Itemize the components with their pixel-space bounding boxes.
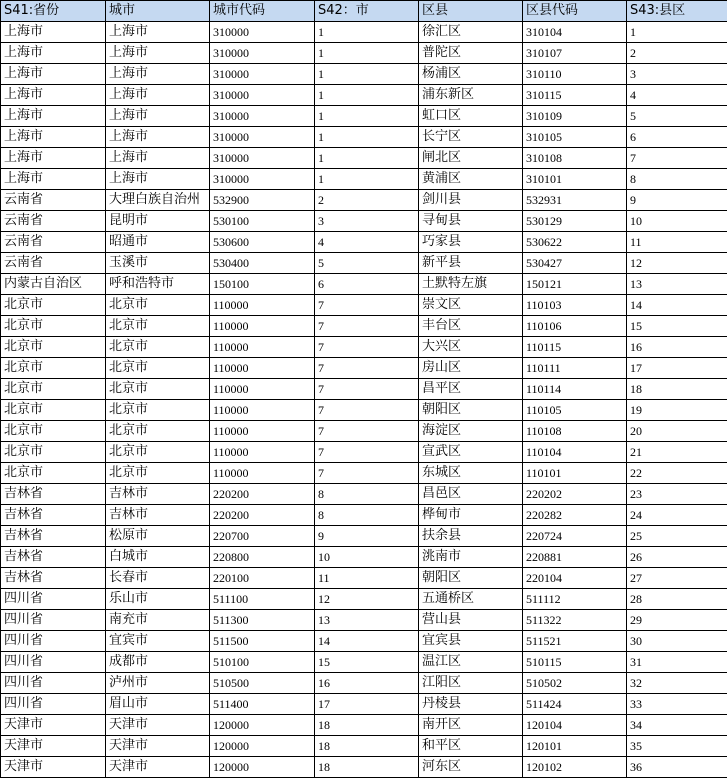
district-code-cell[interactable]: 310107 [523,43,627,64]
district-index-cell[interactable]: 35 [627,736,727,757]
district-cell[interactable]: 长宁区 [419,127,523,148]
province-cell[interactable]: 四川省 [1,589,106,610]
district-cell[interactable]: 洮南市 [419,547,523,568]
table-row [1,358,727,379]
city-code-cell[interactable]: 220200 [210,484,315,505]
city-cell[interactable]: 北京市 [106,295,210,316]
district-cell[interactable]: 浦东新区 [419,85,523,106]
city-index-cell[interactable]: 16 [315,673,419,694]
district-code-cell[interactable]: 120104 [523,715,627,736]
city-index-cell[interactable]: 6 [315,274,419,295]
table-row [1,148,727,169]
district-cell[interactable]: 营山县 [419,610,523,631]
district-cell[interactable]: 朝阳区 [419,568,523,589]
table-row [1,505,727,526]
city-index-cell[interactable]: 7 [315,337,419,358]
table-row [1,295,727,316]
city-code-cell[interactable]: 110000 [210,421,315,442]
district-index-cell[interactable]: 36 [627,757,727,778]
district-code-cell[interactable]: 110104 [523,442,627,463]
district-index-cell[interactable]: 31 [627,652,727,673]
district-cell[interactable]: 和平区 [419,736,523,757]
district-code-cell[interactable]: 120102 [523,757,627,778]
district-cell[interactable]: 剑川县 [419,190,523,211]
city-code-cell[interactable]: 110000 [210,379,315,400]
district-cell[interactable]: 新平县 [419,253,523,274]
city-code-cell[interactable]: 220700 [210,526,315,547]
district-cell[interactable]: 南开区 [419,715,523,736]
district-index-cell[interactable]: 16 [627,337,727,358]
city-code-cell[interactable]: 110000 [210,442,315,463]
city-cell[interactable]: 上海市 [106,127,210,148]
district-code-cell[interactable]: 310110 [523,64,627,85]
district-index-cell[interactable]: 28 [627,589,727,610]
city-cell[interactable]: 北京市 [106,316,210,337]
province-cell[interactable]: 上海市 [1,43,106,64]
district-code-cell[interactable]: 110111 [523,358,627,379]
city-index-cell[interactable]: 7 [315,463,419,484]
table-body [1,22,727,778]
district-index-cell[interactable]: 12 [627,253,727,274]
district-cell[interactable]: 扶余县 [419,526,523,547]
city-index-cell[interactable]: 13 [315,610,419,631]
district-cell[interactable]: 昌平区 [419,379,523,400]
province-cell[interactable]: 上海市 [1,85,106,106]
city-cell[interactable]: 上海市 [106,64,210,85]
district-cell[interactable]: 徐汇区 [419,22,523,43]
city-code-cell[interactable]: 220200 [210,505,315,526]
district-index-cell[interactable]: 20 [627,421,727,442]
city-code-cell[interactable]: 511500 [210,631,315,652]
province-cell[interactable]: 上海市 [1,169,106,190]
table-row [1,85,727,106]
district-index-cell[interactable]: 29 [627,610,727,631]
district-code-cell[interactable]: 110101 [523,463,627,484]
city-index-cell[interactable]: 1 [315,64,419,85]
district-cell[interactable]: 宣武区 [419,442,523,463]
table-row [1,211,727,232]
city-cell[interactable]: 天津市 [106,715,210,736]
district-code-cell[interactable]: 220202 [523,484,627,505]
table-row [1,589,727,610]
district-cell[interactable]: 东城区 [419,463,523,484]
district-code-cell[interactable]: 511521 [523,631,627,652]
city-cell[interactable]: 眉山市 [106,694,210,715]
city-code-cell[interactable]: 310000 [210,169,315,190]
province-cell[interactable]: 吉林省 [1,547,106,568]
district-code-cell[interactable]: 510502 [523,673,627,694]
province-cell[interactable]: 北京市 [1,358,106,379]
city-cell[interactable]: 松原市 [106,526,210,547]
city-index-cell[interactable]: 1 [315,148,419,169]
city-index-cell[interactable]: 2 [315,190,419,211]
table-row [1,757,727,778]
header-cell-city-index[interactable]: S42：市 [315,1,419,22]
district-code-cell[interactable]: 310104 [523,22,627,43]
city-index-cell[interactable]: 7 [315,421,419,442]
district-index-cell[interactable]: 19 [627,400,727,421]
district-index-cell[interactable]: 15 [627,316,727,337]
city-index-cell[interactable]: 7 [315,442,419,463]
city-index-cell[interactable]: 3 [315,211,419,232]
city-index-cell[interactable]: 7 [315,358,419,379]
province-cell[interactable]: 四川省 [1,673,106,694]
province-cell[interactable]: 上海市 [1,106,106,127]
city-index-cell[interactable]: 1 [315,43,419,64]
district-index-cell[interactable]: 33 [627,694,727,715]
city-index-cell[interactable]: 1 [315,106,419,127]
district-index-cell[interactable]: 13 [627,274,727,295]
city-code-cell[interactable]: 110000 [210,295,315,316]
province-cell[interactable]: 上海市 [1,127,106,148]
district-cell[interactable]: 温江区 [419,652,523,673]
city-code-cell[interactable]: 120000 [210,757,315,778]
city-cell[interactable]: 乐山市 [106,589,210,610]
city-index-cell[interactable]: 7 [315,316,419,337]
district-index-cell[interactable]: 22 [627,463,727,484]
district-code-cell[interactable]: 110106 [523,316,627,337]
district-cell[interactable]: 昌邑区 [419,484,523,505]
city-code-cell[interactable]: 310000 [210,22,315,43]
table-row [1,379,727,400]
city-cell[interactable]: 昆明市 [106,211,210,232]
table-row [1,652,727,673]
district-code-cell[interactable]: 110115 [523,337,627,358]
city-code-cell[interactable]: 120000 [210,736,315,757]
district-code-cell[interactable]: 310105 [523,127,627,148]
table-row [1,694,727,715]
header-cell-district-code[interactable]: 区县代码 [523,1,627,22]
header-cell-city[interactable]: 城市 [106,1,210,22]
table-row [1,631,727,652]
city-cell[interactable]: 北京市 [106,442,210,463]
district-cell[interactable]: 黄浦区 [419,169,523,190]
district-code-cell[interactable]: 511322 [523,610,627,631]
province-cell[interactable]: 云南省 [1,190,106,211]
district-cell[interactable]: 普陀区 [419,43,523,64]
district-index-cell[interactable]: 30 [627,631,727,652]
province-cell[interactable]: 吉林省 [1,526,106,547]
province-cell[interactable]: 天津市 [1,757,106,778]
table-row [1,253,727,274]
city-index-cell[interactable]: 1 [315,169,419,190]
province-cell[interactable]: 吉林省 [1,484,106,505]
district-index-cell[interactable]: 6 [627,127,727,148]
province-cell[interactable]: 四川省 [1,694,106,715]
table-row [1,484,727,505]
city-code-cell[interactable]: 510100 [210,652,315,673]
district-code-cell[interactable]: 310115 [523,85,627,106]
province-cell[interactable]: 北京市 [1,400,106,421]
district-code-cell[interactable]: 110114 [523,379,627,400]
district-index-cell[interactable]: 24 [627,505,727,526]
province-cell[interactable]: 北京市 [1,379,106,400]
district-cell[interactable]: 虹口区 [419,106,523,127]
district-cell[interactable]: 杨浦区 [419,64,523,85]
district-index-cell[interactable]: 25 [627,526,727,547]
city-cell[interactable]: 泸州市 [106,673,210,694]
district-cell[interactable]: 宜宾县 [419,631,523,652]
city-index-cell[interactable]: 17 [315,694,419,715]
city-cell[interactable]: 南充市 [106,610,210,631]
city-cell[interactable]: 吉林市 [106,484,210,505]
province-cell[interactable]: 云南省 [1,211,106,232]
district-cell[interactable]: 河东区 [419,757,523,778]
district-cell[interactable]: 五通桥区 [419,589,523,610]
district-cell[interactable]: 桦甸市 [419,505,523,526]
city-index-cell[interactable]: 18 [315,757,419,778]
province-cell[interactable]: 吉林省 [1,568,106,589]
province-cell[interactable]: 云南省 [1,253,106,274]
district-cell[interactable]: 大兴区 [419,337,523,358]
city-index-cell[interactable]: 8 [315,484,419,505]
district-code-cell[interactable]: 220104 [523,568,627,589]
district-code-cell[interactable]: 511112 [523,589,627,610]
city-code-cell[interactable]: 310000 [210,127,315,148]
city-code-cell[interactable]: 511400 [210,694,315,715]
district-code-cell[interactable]: 530427 [523,253,627,274]
city-code-cell[interactable]: 532900 [210,190,315,211]
table-row [1,442,727,463]
city-index-cell[interactable]: 11 [315,568,419,589]
city-cell[interactable]: 北京市 [106,358,210,379]
city-index-cell[interactable]: 12 [315,589,419,610]
city-code-cell[interactable]: 530400 [210,253,315,274]
city-code-cell[interactable]: 150100 [210,274,315,295]
province-cell[interactable]: 上海市 [1,148,106,169]
header-cell-district[interactable]: 区县 [419,1,523,22]
district-code-cell[interactable]: 530622 [523,232,627,253]
district-code-cell[interactable]: 110103 [523,295,627,316]
district-code-cell[interactable]: 220881 [523,547,627,568]
district-index-cell[interactable]: 11 [627,232,727,253]
table-row [1,736,727,757]
city-cell[interactable]: 上海市 [106,169,210,190]
city-cell[interactable]: 大理白族自治州 [106,190,210,211]
table-row [1,715,727,736]
city-code-cell[interactable]: 310000 [210,148,315,169]
city-code-cell[interactable]: 110000 [210,463,315,484]
table-row [1,190,727,211]
district-index-cell[interactable]: 26 [627,547,727,568]
city-code-cell[interactable]: 310000 [210,43,315,64]
header-row [1,1,727,22]
city-cell[interactable]: 北京市 [106,337,210,358]
city-cell[interactable]: 上海市 [106,22,210,43]
city-cell[interactable]: 长春市 [106,568,210,589]
province-cell[interactable]: 北京市 [1,295,106,316]
district-code-cell[interactable]: 510115 [523,652,627,673]
district-code-cell[interactable]: 511424 [523,694,627,715]
district-code-cell[interactable]: 532931 [523,190,627,211]
district-index-cell[interactable]: 17 [627,358,727,379]
city-code-cell[interactable]: 110000 [210,358,315,379]
city-code-cell[interactable]: 310000 [210,64,315,85]
city-cell[interactable]: 白城市 [106,547,210,568]
table-row [1,64,727,85]
city-cell[interactable]: 北京市 [106,421,210,442]
district-cell[interactable]: 海淀区 [419,421,523,442]
province-cell[interactable]: 北京市 [1,316,106,337]
province-cell[interactable]: 天津市 [1,715,106,736]
district-code-cell[interactable]: 310101 [523,169,627,190]
district-index-cell[interactable]: 32 [627,673,727,694]
province-cell[interactable]: 内蒙古自治区 [1,274,106,295]
city-cell[interactable]: 昭通市 [106,232,210,253]
district-index-cell[interactable]: 2 [627,43,727,64]
district-index-cell[interactable]: 9 [627,190,727,211]
district-code-cell[interactable]: 220724 [523,526,627,547]
district-index-cell[interactable]: 34 [627,715,727,736]
district-index-cell[interactable]: 3 [627,64,727,85]
province-cell[interactable]: 吉林省 [1,505,106,526]
district-cell[interactable]: 丹棱县 [419,694,523,715]
table-row [1,274,727,295]
city-cell[interactable]: 呼和浩特市 [106,274,210,295]
district-code-cell[interactable]: 110105 [523,400,627,421]
table-row [1,547,727,568]
city-index-cell[interactable]: 1 [315,22,419,43]
table-row [1,127,727,148]
province-cell[interactable]: 云南省 [1,232,106,253]
city-index-cell[interactable]: 15 [315,652,419,673]
table-row [1,106,727,127]
table-row [1,43,727,64]
district-code-cell[interactable]: 310109 [523,106,627,127]
province-cell[interactable]: 北京市 [1,421,106,442]
district-cell[interactable]: 寻甸县 [419,211,523,232]
city-cell[interactable]: 宜宾市 [106,631,210,652]
district-index-cell[interactable]: 5 [627,106,727,127]
header-cell-city-code[interactable]: 城市代码 [210,1,315,22]
table-row [1,400,727,421]
city-code-cell[interactable]: 530100 [210,211,315,232]
city-index-cell[interactable]: 14 [315,631,419,652]
city-code-cell[interactable]: 220800 [210,547,315,568]
district-code-cell[interactable]: 110108 [523,421,627,442]
city-index-cell[interactable]: 18 [315,736,419,757]
city-index-cell[interactable]: 10 [315,547,419,568]
city-cell[interactable]: 上海市 [106,43,210,64]
district-index-cell[interactable]: 18 [627,379,727,400]
city-code-cell[interactable]: 110000 [210,400,315,421]
city-cell[interactable]: 天津市 [106,757,210,778]
district-code-cell[interactable]: 530129 [523,211,627,232]
city-index-cell[interactable]: 5 [315,253,419,274]
province-cell[interactable]: 北京市 [1,442,106,463]
city-index-cell[interactable]: 18 [315,715,419,736]
table-row [1,169,727,190]
district-cell[interactable]: 闸北区 [419,148,523,169]
district-code-cell[interactable]: 310108 [523,148,627,169]
header-cell-district-index[interactable]: S43:县区 [627,1,727,22]
district-index-cell[interactable]: 27 [627,568,727,589]
table-row [1,232,727,253]
city-index-cell[interactable]: 8 [315,505,419,526]
province-cell[interactable]: 上海市 [1,22,106,43]
district-cell[interactable]: 江阳区 [419,673,523,694]
table-row [1,22,727,43]
city-code-cell[interactable]: 120000 [210,715,315,736]
district-index-cell[interactable]: 10 [627,211,727,232]
city-cell[interactable]: 天津市 [106,736,210,757]
city-cell[interactable]: 吉林市 [106,505,210,526]
city-cell[interactable]: 上海市 [106,85,210,106]
district-index-cell[interactable]: 7 [627,148,727,169]
city-code-cell[interactable]: 530600 [210,232,315,253]
province-cell[interactable]: 天津市 [1,736,106,757]
table-row [1,526,727,547]
district-cell[interactable]: 丰台区 [419,316,523,337]
table-row [1,568,727,589]
district-index-cell[interactable]: 1 [627,22,727,43]
district-code-cell[interactable]: 150121 [523,274,627,295]
district-cell[interactable]: 巧家县 [419,232,523,253]
city-code-cell[interactable]: 511100 [210,589,315,610]
table-row [1,316,727,337]
city-cell[interactable]: 上海市 [106,106,210,127]
city-cell[interactable]: 成都市 [106,652,210,673]
city-index-cell[interactable]: 1 [315,85,419,106]
city-cell[interactable]: 玉溪市 [106,253,210,274]
city-cell[interactable]: 北京市 [106,379,210,400]
district-index-cell[interactable]: 8 [627,169,727,190]
table-row [1,463,727,484]
province-cell[interactable]: 上海市 [1,64,106,85]
table-row [1,610,727,631]
city-index-cell[interactable]: 4 [315,232,419,253]
city-code-cell[interactable]: 220100 [210,568,315,589]
province-cell[interactable]: 四川省 [1,652,106,673]
district-code-cell[interactable]: 120101 [523,736,627,757]
city-code-cell[interactable]: 511300 [210,610,315,631]
province-cell[interactable]: 北京市 [1,337,106,358]
city-code-cell[interactable]: 310000 [210,106,315,127]
table-row [1,421,727,442]
district-index-cell[interactable]: 21 [627,442,727,463]
district-cell[interactable]: 朝阳区 [419,400,523,421]
table-row [1,337,727,358]
district-index-cell[interactable]: 23 [627,484,727,505]
province-cell[interactable]: 北京市 [1,463,106,484]
city-cell[interactable]: 北京市 [106,463,210,484]
table-row [1,673,727,694]
header-cell-province[interactable]: S41:省份 [1,1,106,22]
district-cell[interactable]: 土默特左旗 [419,274,523,295]
city-index-cell[interactable]: 9 [315,526,419,547]
city-cell[interactable]: 北京市 [106,400,210,421]
district-code-cell[interactable]: 220282 [523,505,627,526]
district-index-cell[interactable]: 4 [627,85,727,106]
province-cell[interactable]: 四川省 [1,631,106,652]
city-cell[interactable]: 上海市 [106,148,210,169]
district-cell[interactable]: 房山区 [419,358,523,379]
city-index-cell[interactable]: 7 [315,379,419,400]
city-index-cell[interactable]: 7 [315,295,419,316]
city-code-cell[interactable]: 510500 [210,673,315,694]
city-index-cell[interactable]: 1 [315,127,419,148]
province-cell[interactable]: 四川省 [1,610,106,631]
city-code-cell[interactable]: 310000 [210,85,315,106]
city-code-cell[interactable]: 110000 [210,337,315,358]
district-index-cell[interactable]: 14 [627,295,727,316]
city-index-cell[interactable]: 7 [315,400,419,421]
city-code-cell[interactable]: 110000 [210,316,315,337]
district-cell[interactable]: 崇文区 [419,295,523,316]
